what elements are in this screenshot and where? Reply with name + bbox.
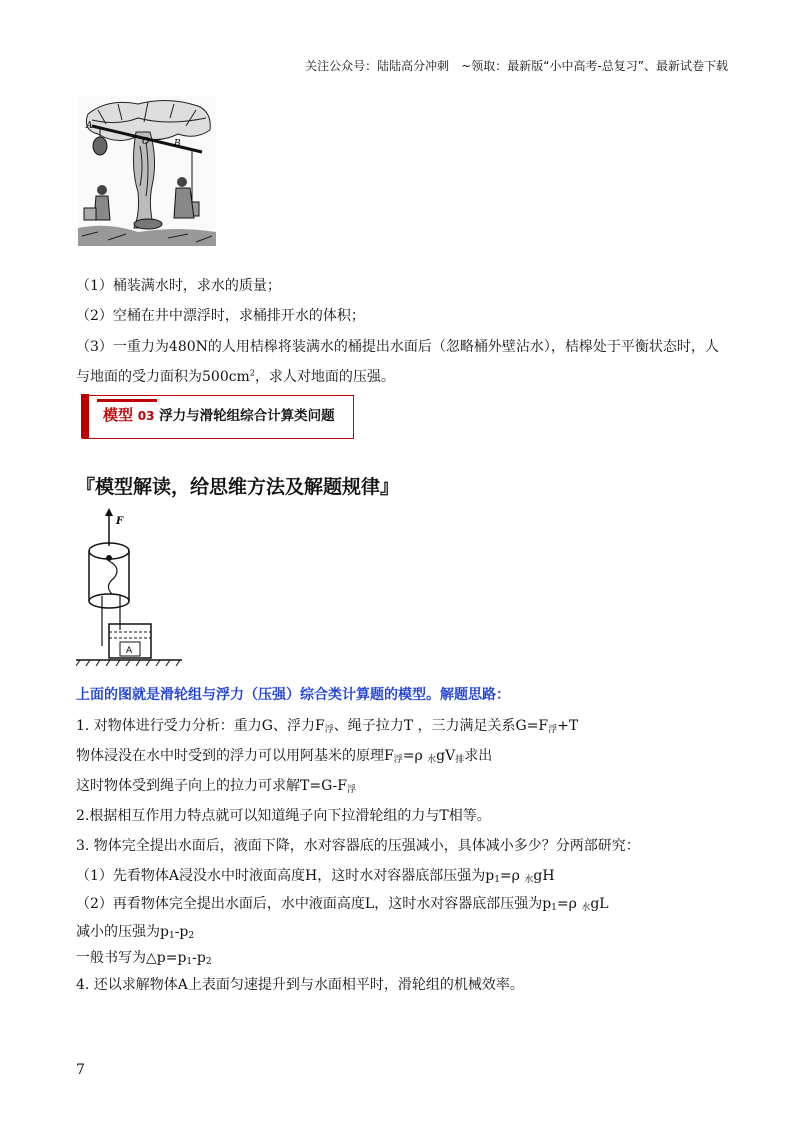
label-B: B bbox=[174, 139, 181, 149]
step-1: 1. 对物体进行受力分析：重力G、浮力$F_浮$、绳子拉力T ，三力满足关系$G=F_浮+T$ bbox=[76, 718, 579, 735]
step-3: 3. 物体完全提出水面后，液面下降，水对容器底的压强减小，具体减小多少？分两部研究： bbox=[76, 838, 640, 854]
model-heading: 模型 03 浮力与滑轮组综合计算类问题 bbox=[103, 406, 335, 424]
question-1: （1）桶装满水时，求水的质量； bbox=[76, 278, 281, 294]
step-4: 4. 还以求解物体A上表面匀速提升到与水面相平时，滑轮组的机械效率。 bbox=[76, 977, 524, 993]
object-label: A bbox=[126, 646, 133, 656]
well-sweep-illustration bbox=[78, 96, 216, 246]
section-title: 『模型解读，给思维方法及解题规律』 bbox=[76, 476, 400, 498]
force-label: F bbox=[116, 516, 124, 527]
step-3-notation: 一般书写为$\triangle p=p_1-p_2$ bbox=[76, 950, 212, 967]
question-2: （2）空桶在井中漂浮时，求桶排开水的体积； bbox=[76, 308, 365, 324]
page-header: 关注公众号：陆陆高分冲刺 ~领取：最新版“小中高考-总复习”、最新试卷下载 bbox=[305, 59, 728, 73]
label-O: O bbox=[142, 137, 150, 147]
step-3-reduced: 减小的压强为$p_1-p_2$ bbox=[76, 924, 195, 941]
step-3-part-1: （1）先看物体A浸没水中时液面高度H，这时水对容器底部压强为$p_1=\rho$ $_水$gH bbox=[76, 868, 555, 885]
method-intro: 上面的图就是滑轮组与浮力（压强）综合类计算题的模型。解题思路： bbox=[76, 687, 510, 703]
step-2: 2.根据相互作用力特点就可以知道绳子向下拉滑轮组的力与T相等。 bbox=[76, 808, 491, 824]
step-3-part-2: （2）再看物体完全提出水面后，水中液面高度L，这时水对容器底部压强为$p_1=\rho$ $_水$gL bbox=[76, 896, 609, 913]
label-A: A bbox=[86, 121, 93, 131]
pulley-buoyancy-diagram bbox=[76, 506, 186, 666]
step-1-archimedes: 物体浸没在水中时受到的浮力可以用阿基米的原理$F_浮=\rho$ $_水gV_排$求出 bbox=[76, 748, 493, 765]
page-number: 7 bbox=[76, 1062, 85, 1078]
question-3-line-2: 与地面的受力面积为$500cm^2$，求人对地面的压强。 bbox=[76, 368, 395, 385]
step-1-tension: 这时物体受到绳子向上的拉力可求解$T=G-F_浮$ bbox=[76, 778, 356, 795]
question-3-line-1: （3）一重力为480N的人用桔槔将装满水的桶提出水面后（忽略桶外壁沾水），桔槔处于平衡状态时，人 bbox=[76, 339, 719, 355]
